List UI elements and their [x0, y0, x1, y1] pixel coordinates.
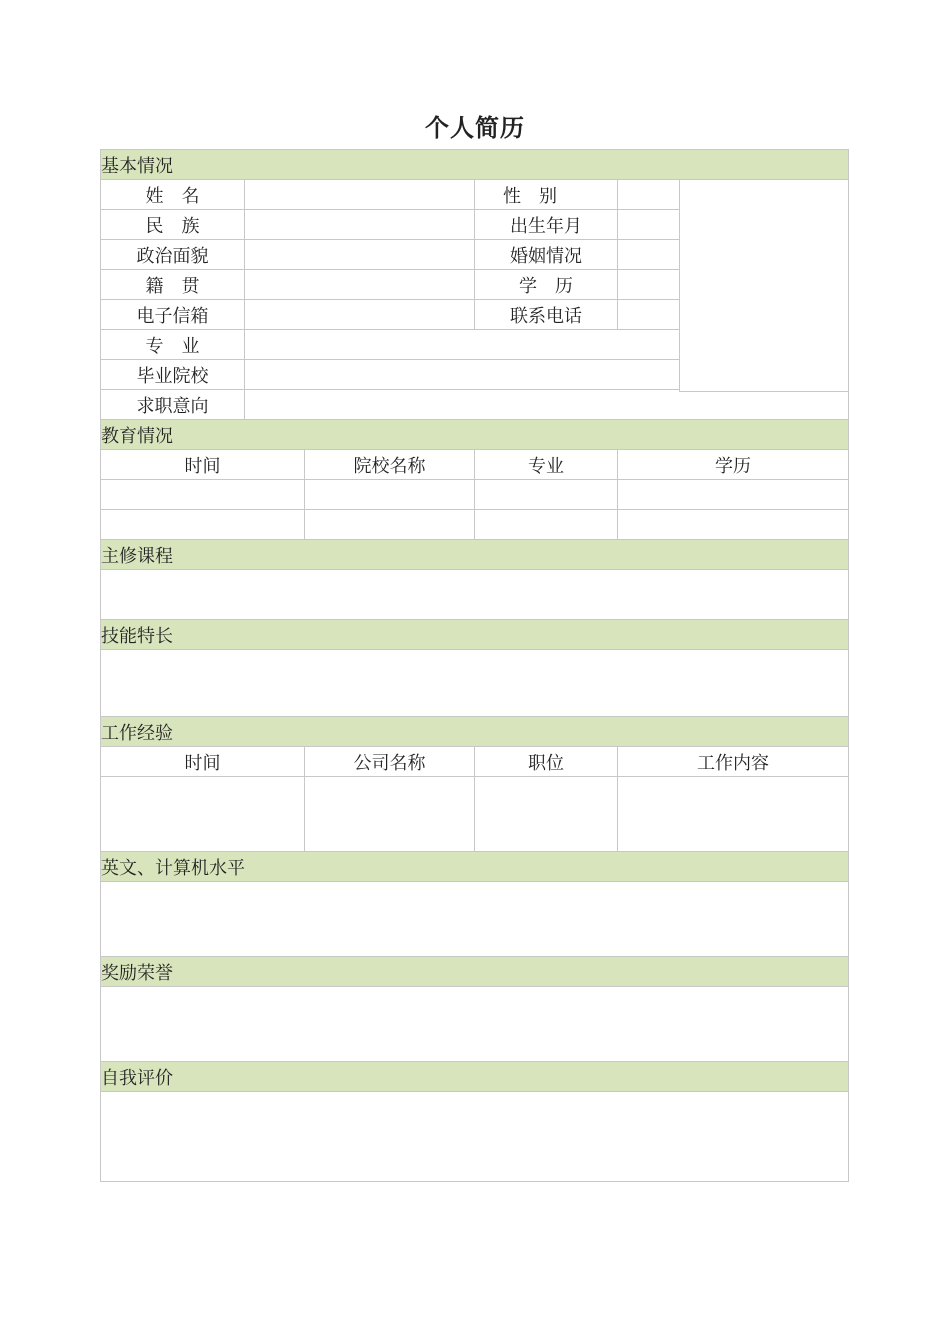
section-education [101, 420, 849, 450]
label-gender: 性 别 [475, 180, 618, 210]
section-basic-title: 基本情况 [101, 150, 849, 180]
skills-content[interactable] [101, 650, 849, 717]
field-ethnicity[interactable] [245, 210, 475, 240]
label-major: 专 业 [101, 330, 245, 360]
section-education-title: 教育情况 [101, 420, 849, 450]
label-birth: 出生年月 [475, 210, 618, 240]
edu-cell[interactable] [305, 480, 475, 510]
section-english-computer [101, 852, 849, 882]
field-name[interactable] [245, 180, 475, 210]
label-name: 姓 名 [101, 180, 245, 210]
awards-content[interactable] [101, 987, 849, 1062]
section-skills [101, 620, 849, 650]
edu-header-time: 时间 [101, 450, 305, 480]
edu-cell[interactable] [101, 480, 305, 510]
label-email: 电子信箱 [101, 300, 245, 330]
label-political: 政治面貌 [101, 240, 245, 270]
table-row [101, 510, 849, 540]
work-cell[interactable] [101, 777, 305, 852]
courses-content[interactable] [101, 570, 849, 620]
label-marital: 婚姻情况 [475, 240, 618, 270]
edu-cell[interactable] [618, 480, 849, 510]
edu-header-degree: 学历 [618, 450, 849, 480]
field-political[interactable] [245, 240, 475, 270]
section-skills-title: 技能特长 [101, 620, 849, 650]
section-awards-title: 奖励荣誉 [101, 957, 849, 987]
work-header-time: 时间 [101, 747, 305, 777]
label-objective: 求职意向 [101, 390, 245, 420]
edu-header-major: 专业 [475, 450, 618, 480]
label-degree: 学 历 [475, 270, 618, 300]
english-computer-content[interactable] [101, 882, 849, 957]
section-work [101, 717, 849, 747]
work-header-content: 工作内容 [618, 747, 849, 777]
edu-cell[interactable] [618, 510, 849, 540]
page-title: 个人简历 [425, 113, 525, 142]
edu-header-school: 院校名称 [305, 450, 475, 480]
edu-cell[interactable] [305, 510, 475, 540]
work-cell[interactable] [305, 777, 475, 852]
label-ethnicity: 民 族 [101, 210, 245, 240]
work-header-position: 职位 [475, 747, 618, 777]
section-awards [101, 957, 849, 987]
label-phone: 联系电话 [475, 300, 618, 330]
label-school: 毕业院校 [101, 360, 245, 390]
work-cell[interactable] [618, 777, 849, 852]
section-self-eval-title: 自我评价 [101, 1062, 849, 1092]
edu-cell[interactable] [475, 510, 618, 540]
field-hometown[interactable] [245, 270, 475, 300]
section-english-computer-title: 英文、计算机水平 [101, 852, 849, 882]
table-row [101, 480, 849, 510]
edu-cell[interactable] [101, 510, 305, 540]
section-courses [101, 540, 849, 570]
field-objective[interactable] [245, 390, 849, 420]
label-hometown: 籍 贯 [101, 270, 245, 300]
self-eval-content[interactable] [101, 1092, 849, 1182]
work-header-company: 公司名称 [305, 747, 475, 777]
section-basic [101, 150, 849, 180]
work-cell[interactable] [475, 777, 618, 852]
table-row [101, 777, 849, 852]
field-email[interactable] [245, 300, 475, 330]
section-work-title: 工作经验 [101, 717, 849, 747]
edu-cell[interactable] [475, 480, 618, 510]
section-self-eval [101, 1062, 849, 1092]
photo-area[interactable] [679, 180, 848, 392]
section-courses-title: 主修课程 [101, 540, 849, 570]
